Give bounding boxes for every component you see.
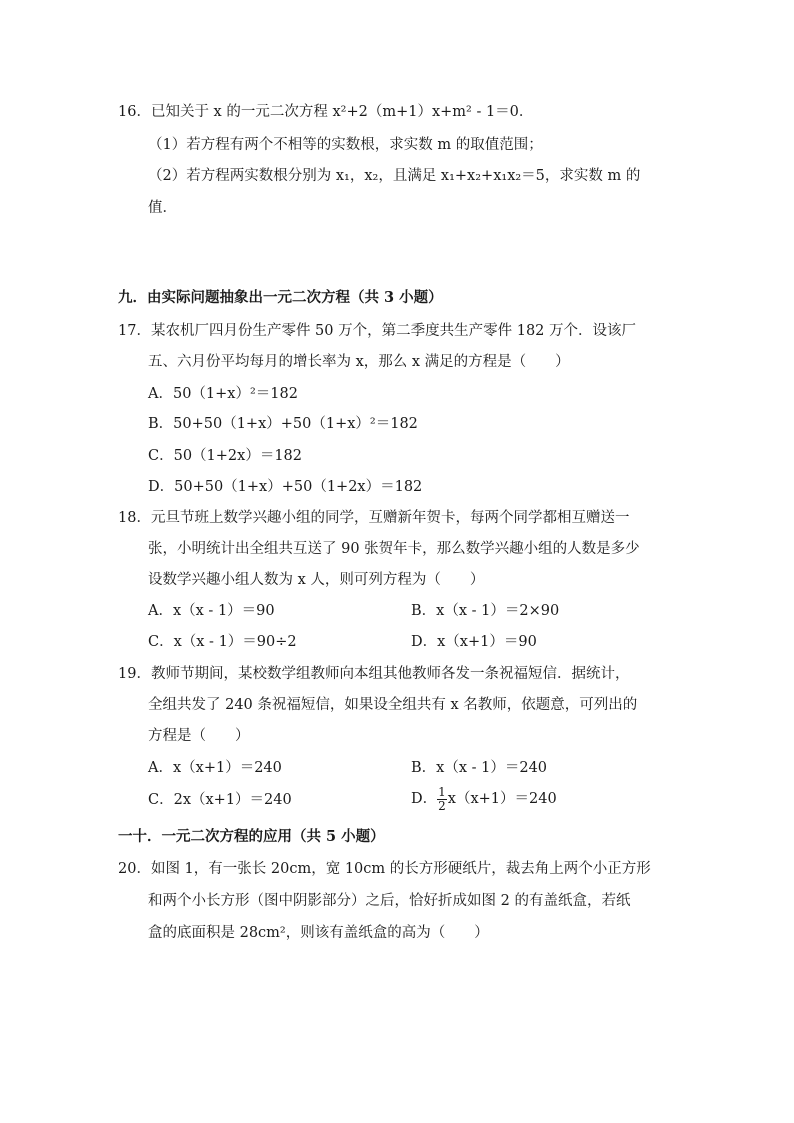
- q18-option-b: B．x（x - 1）＝2×90: [411, 603, 560, 619]
- q17-option-a: A．50（1+x）²＝182: [148, 386, 298, 402]
- q19-line1: 19．教师节期间，某校数学组教师向本组其他教师各发一条祝福短信．据统计，: [118, 666, 630, 682]
- fraction-denominator: 2: [438, 798, 446, 813]
- q19-option-a: A．x（x+1）＝240: [148, 760, 282, 776]
- q17-option-c: C．50（1+2x）＝182: [148, 448, 302, 464]
- q19-option-d-label: D．: [411, 791, 438, 807]
- fraction-numerator: 1: [438, 784, 446, 799]
- q20-line3: 盒的底面积是 28cm²，则该有盖纸盒的高为（ ）: [148, 925, 489, 941]
- q16-stem: 16．已知关于 x 的一元二次方程 x²+2（m+1）x+m² - 1＝0．: [118, 104, 534, 120]
- q18-line2: 张，小明统计出全组共互送了 90 张贺年卡，那么数学兴趣小组的人数是多少: [148, 541, 640, 557]
- fraction-one-half: [437, 786, 447, 813]
- q20-line2: 和两个小长方形（图中阴影部分）之后，恰好折成如图 2 的有盖纸盒，若纸: [148, 893, 631, 909]
- q17-option-d: D．50+50（1+x）+50（1+2x）＝182: [148, 479, 423, 495]
- q19-line2: 全组共发了 240 条祝福短信，如果设全组共有 x 名教师，依题意，可列出的: [148, 697, 638, 713]
- section-9-title: 九．由实际问题抽象出一元二次方程（共 3 小题）: [118, 289, 443, 306]
- q20-line1: 20．如图 1，有一张长 20cm，宽 10cm 的长方形硬纸片，裁去角上两个小正方形: [118, 861, 651, 877]
- q19-option-d-rest: x（x+1）＝240: [447, 791, 557, 807]
- q16-part2-line1: （2）若方程两实数根分别为 x₁，x₂，且满足 x₁+x₂+x₁x₂＝5，求实数 m 的: [148, 168, 641, 184]
- q18-option-d: D．x（x+1）＝90: [411, 634, 537, 650]
- q18-line1: 18．元旦节班上数学兴趣小组的同学，互赠新年贺卡，每两个同学都相互赠送一: [118, 510, 630, 526]
- q16-part2-line2: 值．: [148, 200, 177, 216]
- q17-option-b: B．50+50（1+x）+50（1+x）²＝182: [148, 416, 418, 432]
- q19-option-d: [411, 784, 557, 814]
- q19-option-b: B．x（x - 1）＝240: [411, 760, 548, 776]
- q17-line2: 五、六月份平均每月的增长率为 x，那么 x 满足的方程是（ ）: [148, 354, 570, 370]
- q19-line3: 方程是（ ）: [148, 728, 250, 744]
- q18-option-c: C．x（x - 1）＝90÷2: [148, 634, 297, 650]
- q19-option-c: C．2x（x+1）＝240: [148, 792, 292, 808]
- q17-line1: 17．某农机厂四月份生产零件 50 万个，第二季度共生产零件 182 万个．设该厂: [118, 323, 637, 339]
- section-10-title: 一十．一元二次方程的应用（共 5 小题）: [118, 828, 385, 845]
- q16-part1: （1）若方程有两个不相等的实数根，求实数 m 的取值范围；: [148, 137, 543, 153]
- q18-option-a: A．x（x - 1）＝90: [148, 603, 275, 619]
- q18-line3: 设数学兴趣小组人数为 x 人，则可列方程为（ ）: [148, 572, 485, 588]
